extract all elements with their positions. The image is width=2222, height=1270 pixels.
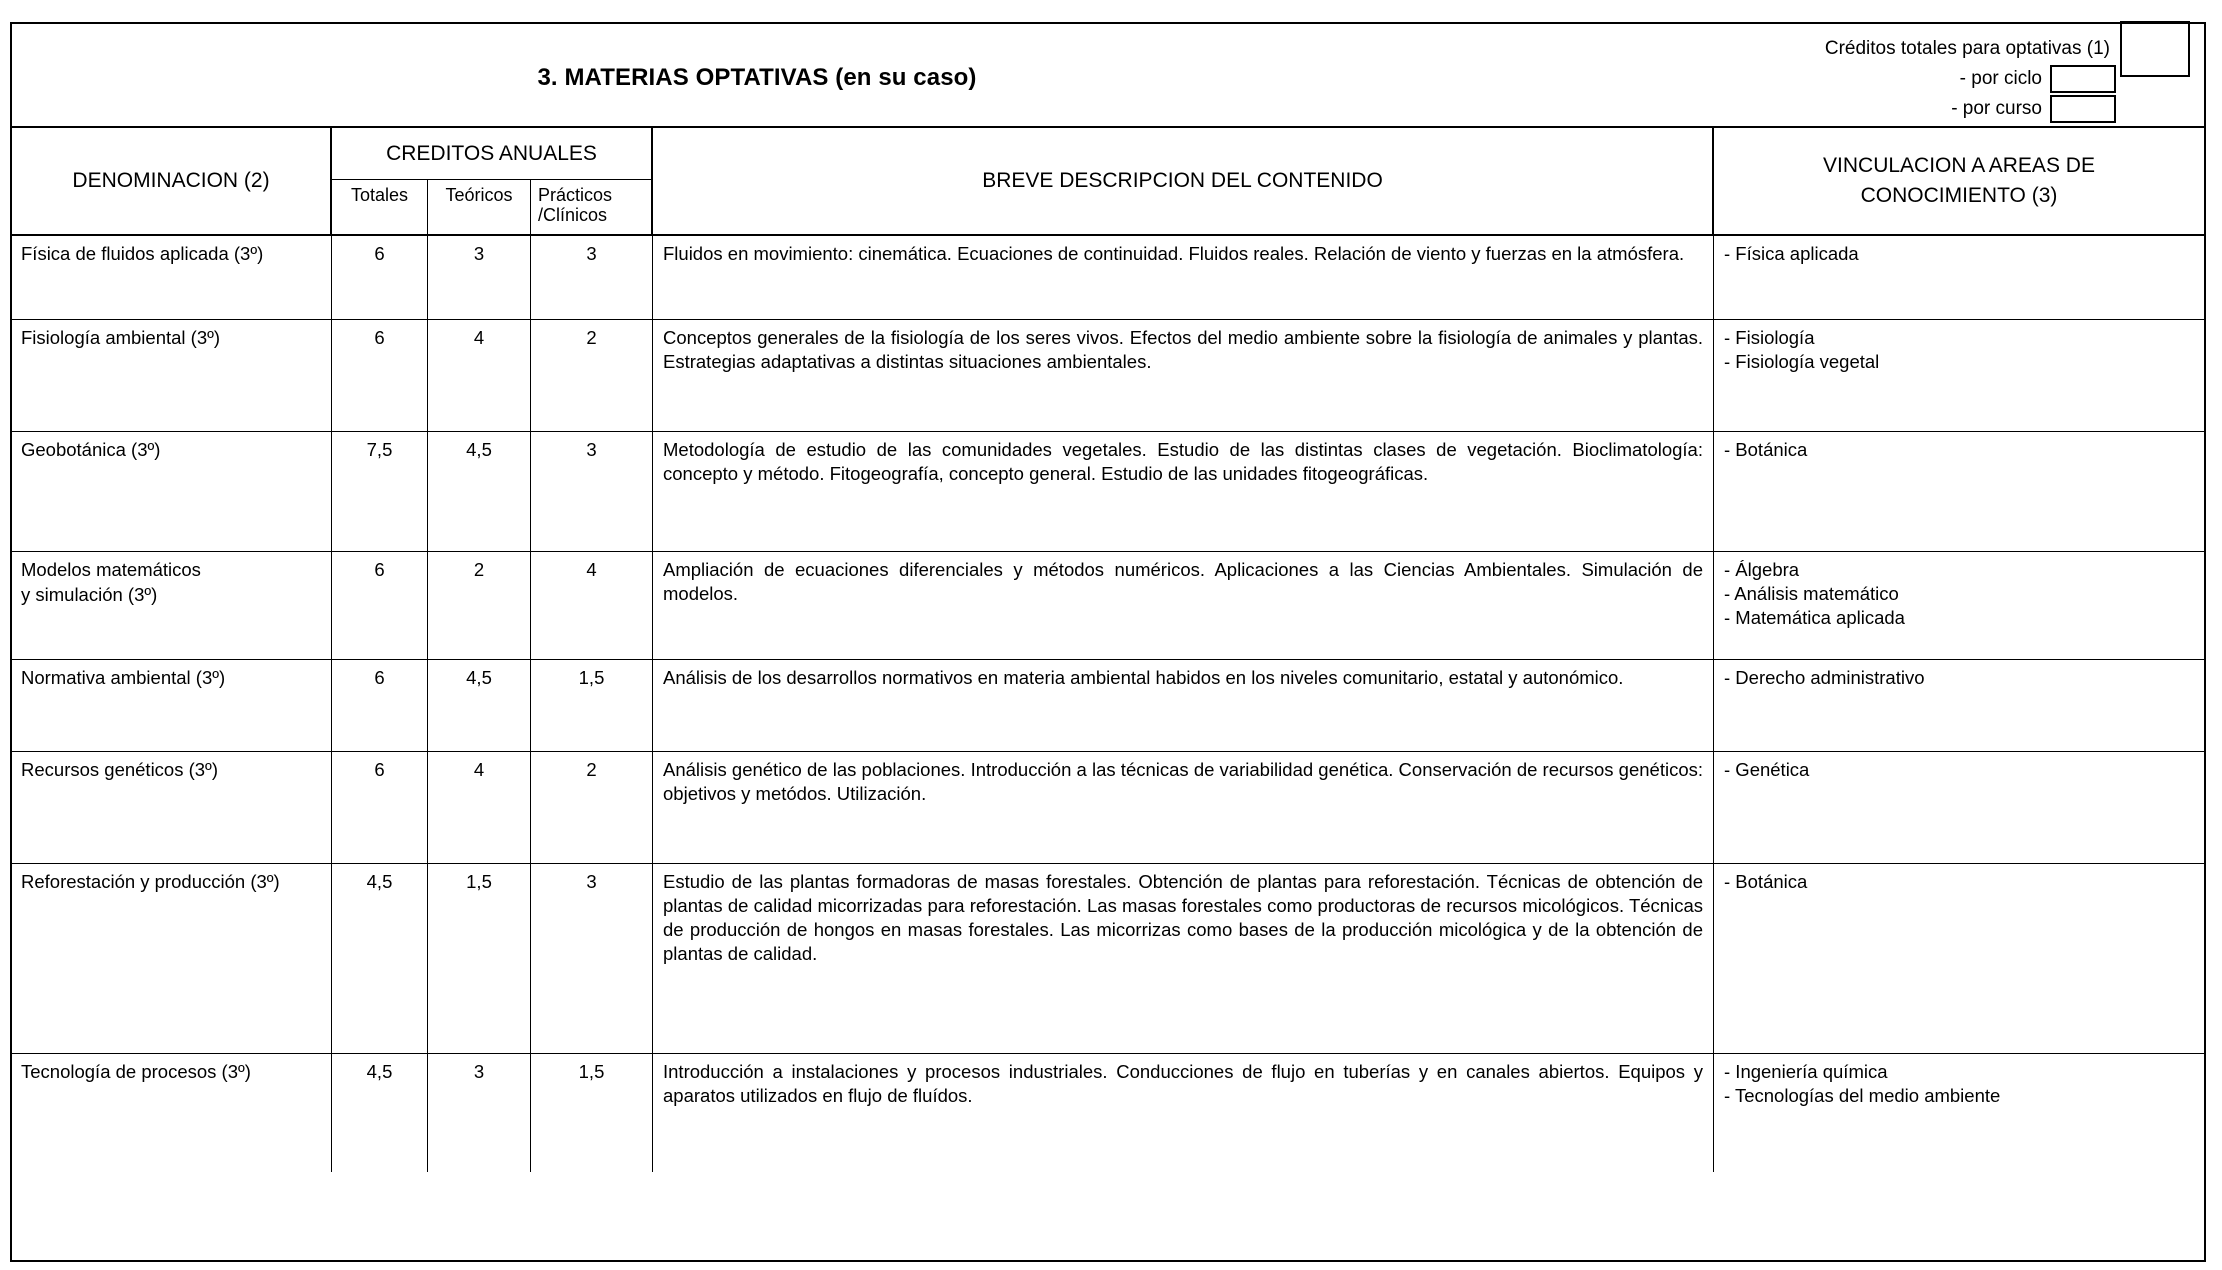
table-row bbox=[12, 432, 2204, 552]
table-header-band bbox=[12, 24, 2204, 128]
cell-denominacion bbox=[12, 864, 332, 1053]
section-title: 3. MATERIAS OPTATIVAS (en su caso) bbox=[537, 64, 977, 91]
table-row bbox=[12, 552, 2204, 660]
vinculacion-item: - Botánica bbox=[1724, 439, 1808, 460]
cell-totales: 6 bbox=[332, 552, 428, 659]
column-header-vinculacion-line1: VINCULACION A AREAS DE bbox=[1823, 153, 2095, 177]
column-header-creditos-anuales: CREDITOS ANUALES bbox=[332, 128, 651, 180]
cell-teoricos: 4 bbox=[428, 752, 531, 863]
vinculacion-item: - Física aplicada bbox=[1724, 243, 1859, 264]
cell-practicos: 1,5 bbox=[531, 1054, 653, 1172]
credits-per-course-value-box[interactable] bbox=[2050, 95, 2116, 123]
vinculacion-item: - Fisiología vegetal bbox=[1724, 351, 1880, 373]
cell-descripcion: Análisis genético de las poblaciones. Introducción a las técnicas de variabilidad genética. Conservación de recursos genéticos: objetivos y metódos. Utilización. bbox=[653, 752, 1714, 863]
table-body bbox=[12, 236, 2204, 1260]
cell-practicos: 3 bbox=[531, 864, 653, 1053]
column-header-teoricos: Teóricos bbox=[428, 180, 531, 234]
vinculacion-item: - Genética bbox=[1724, 759, 1810, 780]
cell-totales: 6 bbox=[332, 320, 428, 431]
vinculacion-item: - Tecnologías del medio ambiente bbox=[1724, 1085, 2001, 1107]
column-header-vinculacion bbox=[1714, 128, 2204, 234]
denominacion-line: Física de fluidos aplicada (3º) bbox=[21, 243, 264, 264]
vinculacion-item: - Botánica bbox=[1724, 871, 1808, 892]
cell-vinculacion bbox=[1714, 1054, 2204, 1172]
cell-teoricos: 4,5 bbox=[428, 660, 531, 751]
cell-descripcion: Introducción a instalaciones y procesos industriales. Conducciones de flujo en tuberías y en canales abiertos. Equipos y aparatos utilizados en flujo de fluídos. bbox=[653, 1054, 1714, 1172]
vinculacion-item: - Análisis matemático bbox=[1724, 583, 1899, 605]
column-header-creditos-group bbox=[332, 128, 653, 234]
cell-totales: 6 bbox=[332, 236, 428, 319]
cell-vinculacion bbox=[1714, 432, 2204, 551]
cell-descripcion: Ampliación de ecuaciones diferenciales y métodos numéricos. Aplicaciones a las Ciencias Ambientales. Simulación de modelos. bbox=[653, 552, 1714, 659]
column-header-practicos-line2: /Clínicos bbox=[538, 205, 608, 226]
cell-practicos: 4 bbox=[531, 552, 653, 659]
table-row bbox=[12, 320, 2204, 432]
vinculacion-item: - Matemática aplicada bbox=[1724, 607, 1905, 629]
cell-teoricos: 3 bbox=[428, 1054, 531, 1172]
cell-practicos: 2 bbox=[531, 320, 653, 431]
cell-totales: 4,5 bbox=[332, 864, 428, 1053]
table-row bbox=[12, 1054, 2204, 1172]
cell-totales: 7,5 bbox=[332, 432, 428, 551]
cell-teoricos: 4 bbox=[428, 320, 531, 431]
denominacion-line: Fisiología ambiental (3º) bbox=[21, 327, 221, 348]
column-header-practicos-line1: Prácticos bbox=[538, 185, 613, 205]
cell-denominacion bbox=[12, 236, 332, 319]
cell-vinculacion bbox=[1714, 660, 2204, 751]
cell-practicos: 1,5 bbox=[531, 660, 653, 751]
cell-practicos: 3 bbox=[531, 432, 653, 551]
cell-teoricos: 4,5 bbox=[428, 432, 531, 551]
column-header-descripcion: BREVE DESCRIPCION DEL CONTENIDO bbox=[653, 128, 1714, 234]
column-header-totales: Totales bbox=[332, 180, 428, 234]
denominacion-line: Modelos matemáticos bbox=[21, 559, 201, 580]
cell-denominacion bbox=[12, 320, 332, 431]
denominacion-line: Tecnología de procesos (3º) bbox=[21, 1061, 251, 1082]
cell-denominacion bbox=[12, 1054, 332, 1172]
cell-vinculacion bbox=[1714, 320, 2204, 431]
credits-total-row bbox=[1825, 35, 2190, 63]
cell-descripcion: Estudio de las plantas formadoras de masas forestales. Obtención de plantas para reforestación. Técnicas de obtención de plantas de calidad micorrizadas para reforestación. Las masas forestales como productoras de recursos micológicos. Técnicas de producción de hongos en masas forestales. Las micorrizas como bases de la producción micológica y de la obtención de plantas de calidad. bbox=[653, 864, 1714, 1053]
vinculacion-item: - Fisiología bbox=[1724, 327, 1815, 348]
cell-totales: 4,5 bbox=[332, 1054, 428, 1172]
cell-teoricos: 3 bbox=[428, 236, 531, 319]
vinculacion-item: - Ingeniería química bbox=[1724, 1061, 1888, 1082]
table-row bbox=[12, 752, 2204, 864]
denominacion-line: Geobotánica (3º) bbox=[21, 439, 161, 460]
credits-per-course-row bbox=[1951, 95, 2116, 123]
credits-total-value-box[interactable] bbox=[2120, 21, 2190, 77]
cell-practicos: 2 bbox=[531, 752, 653, 863]
cell-denominacion bbox=[12, 660, 332, 751]
cell-descripcion: Metodología de estudio de las comunidades vegetales. Estudio de las distintas clases de vegetación. Bioclimatología: concepto y método. Fitogeografía, concepto general. Estudio de las unidades fitogeográficas. bbox=[653, 432, 1714, 551]
column-header-denominacion: DENOMINACION (2) bbox=[12, 128, 332, 234]
optative-subjects-table bbox=[10, 22, 2206, 1262]
cell-vinculacion bbox=[1714, 236, 2204, 319]
credits-per-course-label: - por curso bbox=[1951, 98, 2042, 119]
credits-per-cycle-value-box[interactable] bbox=[2050, 65, 2116, 93]
vinculacion-item: - Derecho administrativo bbox=[1724, 667, 1925, 688]
cell-totales: 6 bbox=[332, 660, 428, 751]
vinculacion-item: - Álgebra bbox=[1724, 559, 1800, 580]
table-row bbox=[12, 236, 2204, 320]
credits-per-cycle-label: - por ciclo bbox=[1959, 68, 2042, 89]
cell-descripcion: Análisis de los desarrollos normativos en materia ambiental habidos en los niveles comunitario, estatal y autonómico. bbox=[653, 660, 1714, 751]
denominacion-line: Normativa ambiental (3º) bbox=[21, 667, 226, 688]
denominacion-line: y simulación (3º) bbox=[21, 583, 158, 605]
cell-teoricos: 2 bbox=[428, 552, 531, 659]
cell-denominacion bbox=[12, 752, 332, 863]
cell-descripcion: Fluidos en movimiento: cinemática. Ecuaciones de continuidad. Fluidos reales. Relación de viento y fuerzas en la atmósfera. bbox=[653, 236, 1714, 319]
table-row bbox=[12, 660, 2204, 752]
table-row bbox=[12, 864, 2204, 1054]
cell-teoricos: 1,5 bbox=[428, 864, 531, 1053]
column-subheaders bbox=[332, 180, 651, 234]
cell-descripcion: Conceptos generales de la fisiología de los seres vivos. Efectos del medio ambiente sobre la fisiología de animales y plantas. Estrategias adaptativas a distintas situaciones ambientales. bbox=[653, 320, 1714, 431]
cell-denominacion bbox=[12, 432, 332, 551]
column-header-practicos bbox=[531, 180, 651, 234]
denominacion-line: Reforestación y producción (3º) bbox=[21, 871, 280, 892]
credits-summary-block bbox=[1550, 33, 2190, 125]
cell-vinculacion bbox=[1714, 752, 2204, 863]
cell-vinculacion bbox=[1714, 864, 2204, 1053]
column-header-vinculacion-line2: CONOCIMIENTO (3) bbox=[1860, 184, 2058, 207]
cell-practicos: 3 bbox=[531, 236, 653, 319]
cell-vinculacion bbox=[1714, 552, 2204, 659]
credits-per-cycle-row bbox=[1960, 65, 2116, 93]
table-column-headers bbox=[12, 128, 2204, 236]
cell-totales: 6 bbox=[332, 752, 428, 863]
credits-total-label: Créditos totales para optativas (1) bbox=[1824, 38, 2110, 59]
denominacion-line: Recursos genéticos (3º) bbox=[21, 759, 218, 780]
cell-denominacion bbox=[12, 552, 332, 659]
